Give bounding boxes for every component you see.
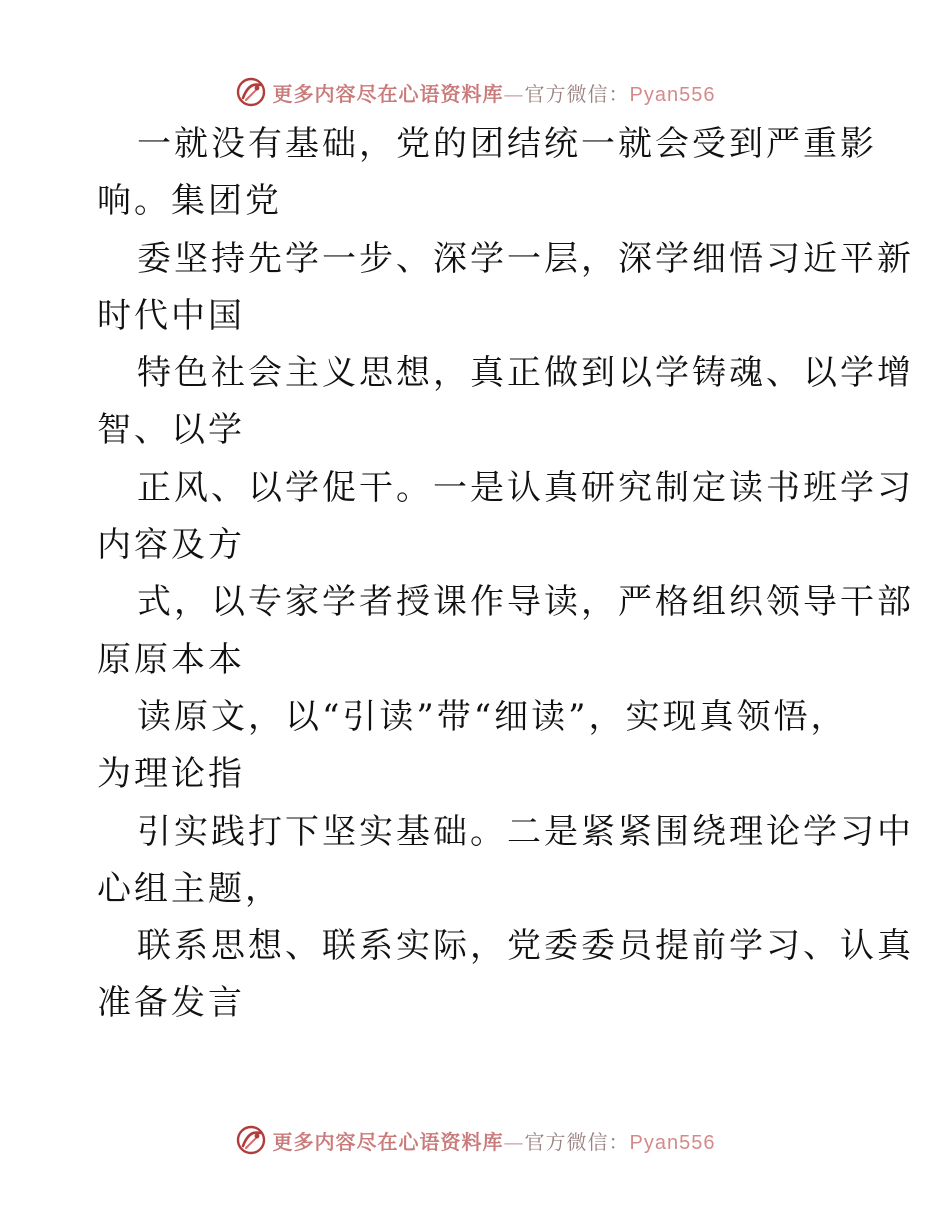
text-line: 委坚持先学一步、深学一层，深学细悟习近平新	[137, 238, 914, 279]
text-line: 响。集团党	[97, 181, 282, 222]
watermark-wechat-id: Pyan556	[629, 1131, 716, 1154]
text-line: 时代中国	[97, 295, 245, 336]
text-line: 联系思想、联系实际，党委委员提前学习、认真	[137, 926, 914, 967]
text-line: 一就没有基础，党的团结统一就会受到严重影	[137, 124, 877, 164]
watermark-text	[273, 78, 716, 107]
watermark-dash: —	[503, 81, 525, 106]
document-body	[97, 116, 914, 1033]
header-watermark	[0, 72, 950, 112]
text-line: 内容及方	[97, 525, 245, 566]
watermark-wechat-label: 官方微信：	[524, 1129, 630, 1154]
text-line: 式，以专家学者授课作导读，严格组织领导干部	[137, 582, 914, 623]
watermark-text	[273, 1126, 716, 1155]
brand-logo-icon	[235, 76, 267, 108]
watermark-brand: 更多内容尽在心语资料库	[272, 1129, 504, 1154]
text-line: 读原文，以“引读”带“细读”，实现真领悟，	[137, 696, 848, 737]
text-line: 心组主题，	[97, 868, 282, 909]
text-line: 引实践打下坚实基础。二是紧紧围绕理论学习中	[137, 811, 914, 852]
watermark-wechat-label: 官方微信：	[524, 81, 630, 106]
text-line: 特色社会主义思想，真正做到以学铸魂、以学增	[137, 353, 914, 394]
text-line: 准备发言	[97, 983, 245, 1024]
brand-logo-icon	[235, 1124, 267, 1156]
text-line: 为理论指	[97, 754, 245, 795]
text-line: 原原本本	[97, 639, 245, 680]
text-line: 正风、以学促干。一是认真研究制定读书班学习	[137, 467, 914, 508]
text-line: 智、以学	[97, 410, 245, 451]
footer-watermark	[0, 1120, 950, 1160]
watermark-dash: —	[503, 1129, 525, 1154]
watermark-brand: 更多内容尽在心语资料库	[272, 81, 504, 106]
watermark-wechat-id: Pyan556	[629, 83, 716, 106]
